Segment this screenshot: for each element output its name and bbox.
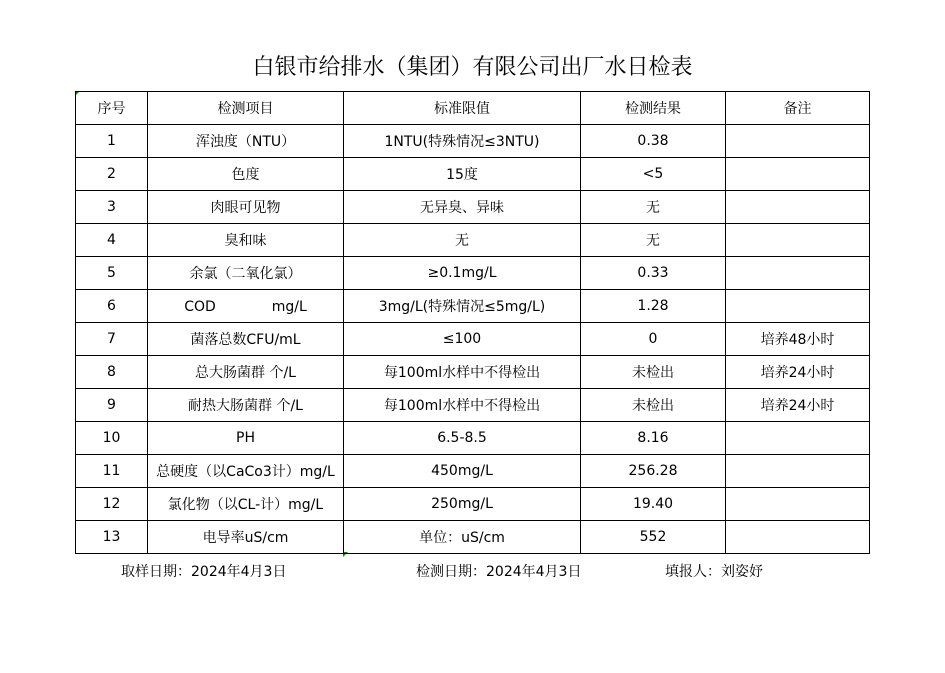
header-item: 检测项目	[148, 92, 344, 125]
cell-item: 浑浊度（NTU）	[148, 125, 344, 158]
test-date: 检测日期：2024年4月3日	[416, 564, 582, 580]
header-standard: 标准限值	[344, 92, 581, 125]
cell-item: 电导率uS/cm	[148, 521, 344, 554]
cell-standard: 15度	[344, 158, 581, 191]
cell-standard: 3mg/L(特殊情况≤5mg/L)	[344, 290, 581, 323]
header-index: 序号	[76, 92, 148, 125]
cell-result: 552	[581, 521, 726, 554]
cell-remark	[726, 158, 870, 191]
cell-standard: 单位：uS/cm	[344, 521, 581, 554]
cell-item: 色度	[148, 158, 344, 191]
cell-standard: ≥0.1mg/L	[344, 257, 581, 290]
page-title: 白银市给排水（集团）有限公司出厂水日检表	[252, 55, 693, 80]
cell-index: 3	[76, 191, 148, 224]
cell-result: 无	[581, 191, 726, 224]
cell-result: 未检出	[581, 356, 726, 389]
cell-result: <5	[581, 158, 726, 191]
cell-index: 6	[76, 290, 148, 323]
cell-item: PH	[148, 422, 344, 455]
table-row	[76, 323, 870, 356]
cell-index: 5	[76, 257, 148, 290]
sample-date: 取样日期：2024年4月3日	[121, 564, 287, 580]
table-row	[76, 356, 870, 389]
cell-remark: 培养24小时	[726, 389, 870, 422]
cell-result: 1.28	[581, 290, 726, 323]
cell-result: 未检出	[581, 389, 726, 422]
cell-index: 10	[76, 422, 148, 455]
cell-remark	[726, 290, 870, 323]
cell-standard: 每100ml水样中不得检出	[344, 389, 581, 422]
cell-result: 8.16	[581, 422, 726, 455]
cell-remark	[726, 125, 870, 158]
cell-remark	[726, 422, 870, 455]
table-row	[76, 224, 870, 257]
cell-index: 8	[76, 356, 148, 389]
cell-item: 总大肠菌群 个/L	[148, 356, 344, 389]
cell-result: 0	[581, 323, 726, 356]
cell-item: 臭和味	[148, 224, 344, 257]
cell-item: 肉眼可见物	[148, 191, 344, 224]
cell-standard: 450mg/L	[344, 455, 581, 488]
reporter: 填报人：刘姿妤	[665, 564, 763, 580]
header-row	[76, 92, 870, 125]
cell-standard: 每100ml水样中不得检出	[344, 356, 581, 389]
cell-index: 4	[76, 224, 148, 257]
cell-remark	[726, 257, 870, 290]
cell-index: 2	[76, 158, 148, 191]
cell-item: COD mg/L	[148, 290, 344, 323]
cell-standard: 1NTU(特殊情况≤3NTU)	[344, 125, 581, 158]
inspection-table	[75, 91, 870, 554]
cell-item: 氯化物（以CL-计）mg/L	[148, 488, 344, 521]
cell-item: 余氯（二氧化氯）	[148, 257, 344, 290]
table-row	[76, 125, 870, 158]
cell-index: 13	[76, 521, 148, 554]
table-row	[76, 455, 870, 488]
cell-standard: 无异臭、异味	[344, 191, 581, 224]
table-row	[76, 389, 870, 422]
cell-result: 256.28	[581, 455, 726, 488]
cell-remark: 培养48小时	[726, 323, 870, 356]
cell-standard: 250mg/L	[344, 488, 581, 521]
cell-result: 0.38	[581, 125, 726, 158]
cell-item: 菌落总数CFU/mL	[148, 323, 344, 356]
cell-remark	[726, 224, 870, 257]
cell-remark	[726, 488, 870, 521]
cell-result: 0.33	[581, 257, 726, 290]
cell-standard: ≤100	[344, 323, 581, 356]
table-row	[76, 422, 870, 455]
cell-standard: 6.5-8.5	[344, 422, 581, 455]
cell-item: 总硬度（以CaCo3计）mg/L	[148, 455, 344, 488]
cell-result: 19.40	[581, 488, 726, 521]
cell-index: 11	[76, 455, 148, 488]
cell-index: 12	[76, 488, 148, 521]
table-row	[76, 521, 870, 554]
table-row	[76, 290, 870, 323]
cell-result: 无	[581, 224, 726, 257]
table-row	[76, 191, 870, 224]
header-result: 检测结果	[581, 92, 726, 125]
cell-standard: 无	[344, 224, 581, 257]
cell-index: 1	[76, 125, 148, 158]
cell-remark	[726, 191, 870, 224]
header-remark: 备注	[726, 92, 870, 125]
cell-remark: 培养24小时	[726, 356, 870, 389]
cell-remark	[726, 521, 870, 554]
table-row	[76, 488, 870, 521]
cell-item: 耐热大肠菌群 个/L	[148, 389, 344, 422]
cell-index: 9	[76, 389, 148, 422]
cell-index: 7	[76, 323, 148, 356]
cell-remark	[726, 455, 870, 488]
table-row	[76, 257, 870, 290]
table-row	[76, 158, 870, 191]
